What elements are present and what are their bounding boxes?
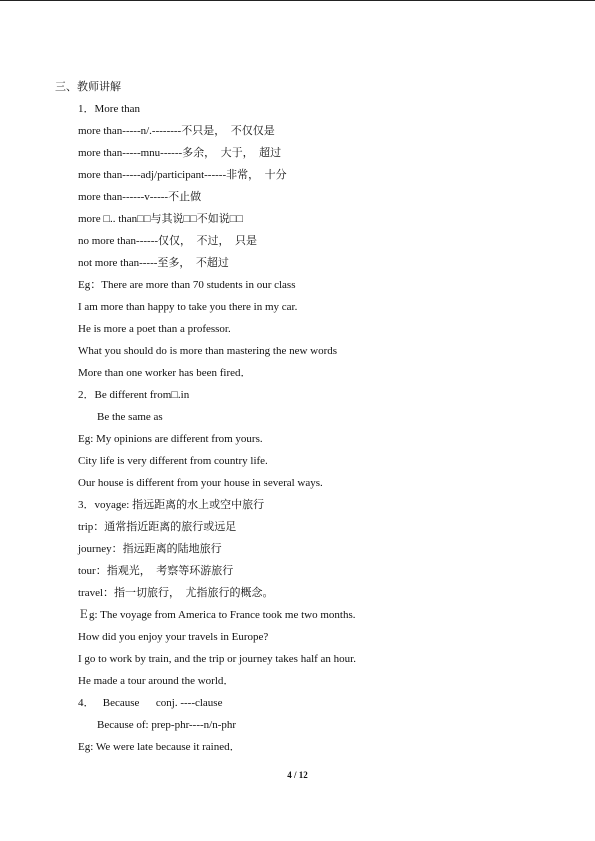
text-line: no more than------仅仅， 不过， 只是 (78, 235, 258, 247)
text-line: City life is very different from country life. (78, 455, 268, 467)
page-content (0, 76, 595, 758)
text-line: Eg: We were late because it rained． (78, 741, 241, 753)
text-line: Our house is different from your house in several ways. (78, 477, 323, 489)
text-line: 4． Because conj. ----clause (78, 697, 223, 709)
text-line: Be the same as (97, 411, 163, 423)
text-line: 1．More than (78, 103, 141, 115)
text-line: 3．voyage: 指远距离的水上或空中旅行 (78, 499, 265, 511)
text-line: more than-----n/.--------不只是， 不仅仅是 (78, 125, 275, 137)
text-line: More than one worker has been fired． (78, 367, 252, 379)
text-line: more than------v-----不止做 (78, 191, 202, 203)
section-heading: 三、教师讲解 (55, 81, 121, 93)
text-line: journey：指远距离的陆地旅行 (78, 543, 222, 555)
text-line: Eg：There are more than 70 students in our class (78, 279, 296, 291)
top-rule (0, 0, 595, 1)
text-line: more than-----mnu------多余， 大于， 超过 (78, 147, 282, 159)
text-line: How did you enjoy your travels in Europe? (78, 631, 269, 643)
text-line: more □.. than□□与其说□□不如说□□ (78, 213, 244, 225)
text-line: What you should do is more than mastering the new words (78, 345, 338, 357)
text-line: more than-----adj/participant------非常， 十分 (78, 169, 287, 181)
text-line: travel：指一切旅行， 尤指旅行的概念。 (78, 587, 274, 599)
text-line: tour：指观光， 考察等环游旅行 (78, 565, 234, 577)
text-line: I go to work by train, and the trip or journey takes half an hour. (78, 653, 356, 665)
text-line: Because of: prep-phr----n/n-phr (97, 719, 237, 731)
text-line: He made a tour around the world． (78, 675, 235, 687)
text-line: He is more a poet than a professor. (78, 323, 231, 335)
text-line: trip：通常指近距离的旅行或远足 (78, 521, 237, 533)
text-line: Eg: My opinions are different from yours. (78, 433, 263, 445)
text-line: 2．Be different from□.in (78, 389, 190, 401)
text-line: I am more than happy to take you there in my car. (78, 301, 298, 313)
text-line: Ｅg: The voyage from America to France took me two months. (78, 609, 356, 621)
text-line: not more than-----至多， 不超过 (78, 257, 229, 269)
page-number: 4 / 12 (287, 770, 308, 780)
